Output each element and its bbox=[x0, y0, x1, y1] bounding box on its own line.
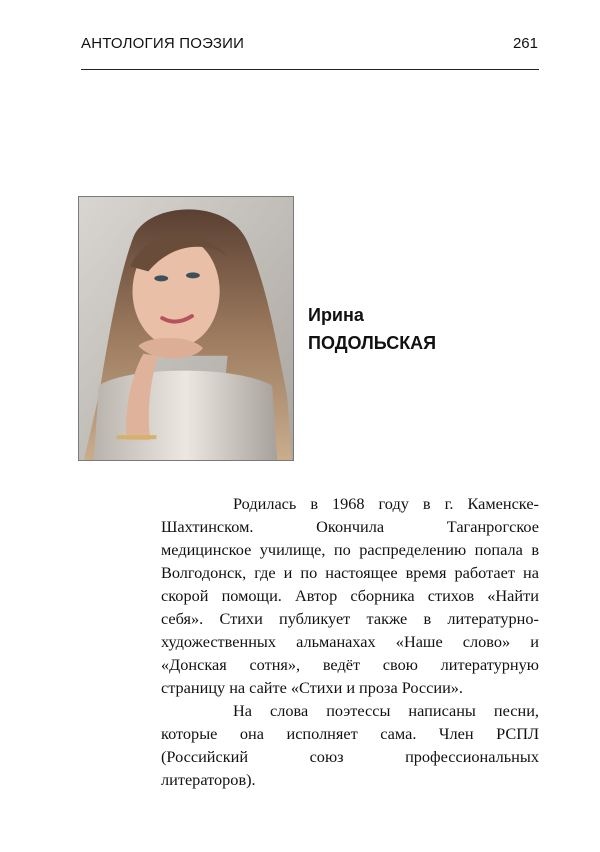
bio-word: профессиональных bbox=[405, 747, 539, 766]
bio-word: публикует bbox=[279, 609, 351, 628]
bio-word: на bbox=[522, 563, 539, 582]
bio-word: РСПЛ bbox=[496, 724, 539, 743]
bio-word: она bbox=[239, 724, 264, 743]
author-portrait-photo bbox=[78, 196, 294, 461]
bio-word: сайте bbox=[249, 678, 287, 697]
bio-line bbox=[161, 607, 539, 630]
bio-word: союз bbox=[309, 747, 344, 766]
bio-word: в bbox=[422, 494, 431, 513]
bio-line bbox=[161, 768, 539, 791]
bio-word: училище, bbox=[259, 540, 326, 559]
bio-word: литературно- bbox=[447, 609, 539, 628]
bio-word: скорой bbox=[161, 586, 209, 605]
bio-word: 1968 bbox=[331, 494, 365, 513]
bio-word: исполняет bbox=[286, 724, 358, 743]
bio-word: «Найти bbox=[487, 586, 539, 605]
bio-line bbox=[161, 653, 539, 676]
bio-word: время bbox=[405, 563, 447, 582]
bio-word: написаны bbox=[408, 701, 476, 720]
bio-word: сборника bbox=[350, 586, 415, 605]
bio-word: которые bbox=[161, 724, 218, 743]
bio-word: страницу bbox=[161, 678, 226, 697]
bio-word: сама. bbox=[380, 724, 417, 743]
bio-word: по bbox=[300, 563, 318, 582]
bio-word: поэтессы bbox=[326, 701, 391, 720]
bio-word: помощи. bbox=[221, 586, 282, 605]
bio-word: Окончила bbox=[316, 517, 385, 536]
page-number: 261 bbox=[512, 35, 538, 52]
bio-line bbox=[161, 722, 539, 745]
bio-word: и bbox=[346, 678, 356, 697]
bio-word: Волгодонск, bbox=[161, 563, 247, 582]
bio-line bbox=[161, 745, 539, 768]
bio-word: (Российский bbox=[161, 747, 249, 766]
bio-word: России». bbox=[401, 678, 463, 697]
bio-word: где bbox=[254, 563, 276, 582]
bio-word: и bbox=[283, 563, 293, 582]
bio-word: году bbox=[378, 494, 409, 513]
bio-word: в bbox=[531, 540, 539, 559]
bio-word: альманахах bbox=[296, 632, 376, 651]
bio-line bbox=[161, 538, 539, 561]
bio-word: Таганрогское bbox=[446, 517, 539, 536]
bio-word: Шахтинском. bbox=[161, 517, 254, 536]
bio-line bbox=[161, 515, 539, 538]
running-header-title: АНТОЛОГИЯ ПОЭЗИИ bbox=[81, 35, 245, 52]
bio-word: Член bbox=[438, 724, 474, 743]
bio-line bbox=[161, 584, 539, 607]
bio-word: песни, bbox=[493, 701, 539, 720]
bio-word: стихов bbox=[427, 586, 475, 605]
author-last-name: ПОДОЛЬСКАЯ bbox=[308, 333, 437, 353]
bio-word: На bbox=[233, 701, 252, 720]
bio-word: Стихи bbox=[219, 609, 263, 628]
bio-word: Каменске- bbox=[467, 494, 539, 513]
bio-word: «Донская bbox=[161, 655, 227, 674]
bio-word: слово» bbox=[462, 632, 511, 651]
bio-word: и bbox=[530, 632, 539, 651]
bio-word: на bbox=[229, 678, 246, 697]
bio-word: распределению bbox=[359, 540, 467, 559]
bio-word: художественных bbox=[161, 632, 276, 651]
bio-line bbox=[161, 630, 539, 653]
author-biography bbox=[161, 492, 539, 791]
bio-word: свою bbox=[382, 655, 418, 674]
bio-word: литераторов). bbox=[161, 770, 256, 789]
bio-line bbox=[161, 699, 539, 722]
bio-line bbox=[161, 492, 539, 515]
bio-word: себя». bbox=[161, 609, 204, 628]
bio-word: литературную bbox=[440, 655, 539, 674]
bio-word: медицинское bbox=[161, 540, 252, 559]
bio-word: ведёт bbox=[322, 655, 361, 674]
bio-word: слова bbox=[270, 701, 309, 720]
bio-word: сотня», bbox=[249, 655, 301, 674]
bio-word: Автор bbox=[294, 586, 338, 605]
header-rule bbox=[81, 69, 539, 70]
bio-word: Родилась bbox=[233, 494, 297, 513]
bio-word: также bbox=[366, 609, 408, 628]
bio-word: в bbox=[310, 494, 318, 513]
author-first-name: Ирина bbox=[308, 305, 364, 325]
bio-word: «Наше bbox=[395, 632, 443, 651]
bio-word: настоящее bbox=[325, 563, 398, 582]
bio-word: «Стихи bbox=[290, 678, 343, 697]
bio-word: работает bbox=[454, 563, 515, 582]
bio-word: попала bbox=[474, 540, 523, 559]
bio-word: г. bbox=[444, 494, 454, 513]
bio-word: проза bbox=[359, 678, 398, 697]
bio-word: в bbox=[423, 609, 432, 628]
bio-line bbox=[161, 561, 539, 584]
bio-line bbox=[161, 676, 539, 699]
bio-word: по bbox=[333, 540, 351, 559]
